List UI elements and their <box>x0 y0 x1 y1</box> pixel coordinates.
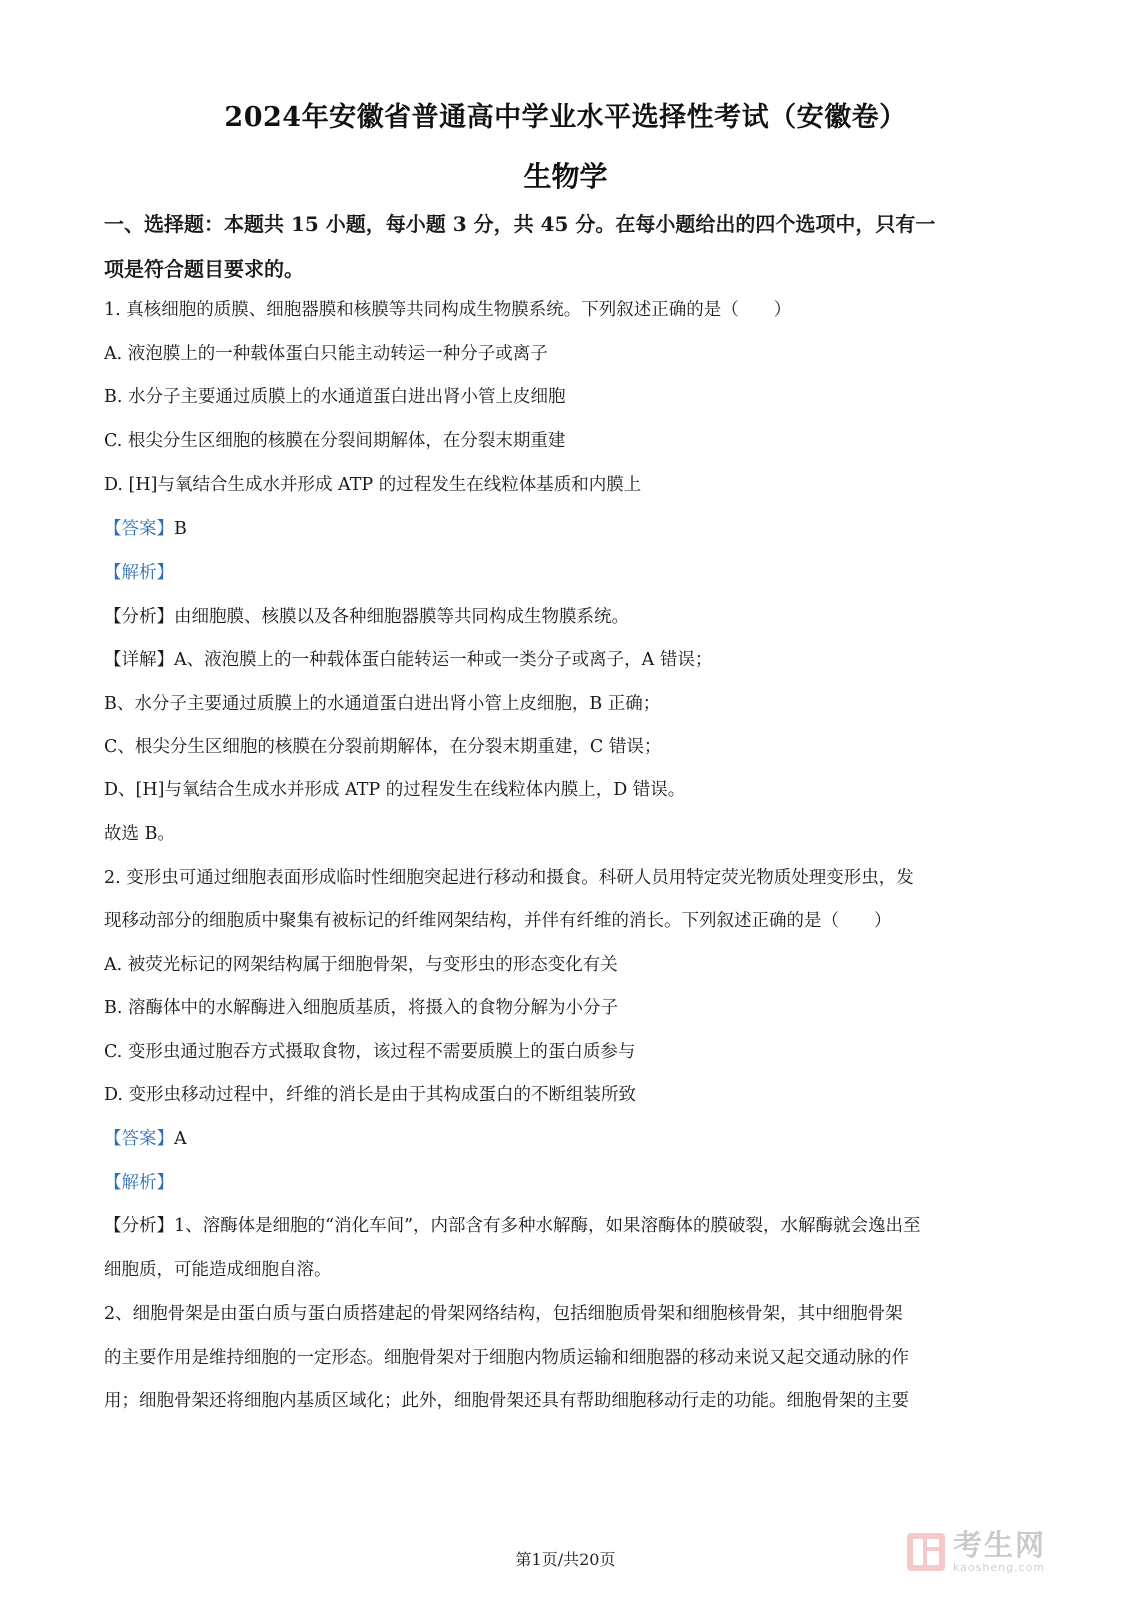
answer-tag: 【答案】 <box>104 519 174 539</box>
q1-jiexi <box>104 560 1027 586</box>
q1-conclusion: 故选 B。 <box>104 824 175 844</box>
watermark-url: kaosheng.com <box>953 1561 1046 1574</box>
q1-fenxi <box>104 604 1027 630</box>
page-number: 第1页/共20页 <box>515 1550 616 1569</box>
q2-fenxi-line1 <box>104 1213 1027 1239</box>
xiangjie-text: A、液泡膜上的一种载体蛋白能转运一种或一类分子或离子，A 错误； <box>174 650 713 670</box>
q1-option-d: D. [H]与氧结合生成水并形成 ATP 的过程发生在线粒体基质和内膜上 <box>104 475 642 495</box>
q1-option-a: A. 液泡膜上的一种载体蛋白只能主动转运一种分子或离子 <box>104 344 548 364</box>
answer-value: A <box>174 1129 187 1149</box>
kaosheng-logo-icon <box>905 1531 947 1573</box>
q2-stem-line1: 2. 变形虫可通过细胞表面形成临时性细胞突起进行移动和摄食。科研人员用特定荧光物质处理变形虫，发 <box>104 868 914 888</box>
q1-answer <box>104 516 1027 542</box>
answer-tag: 【答案】 <box>104 1129 174 1149</box>
q2-stem-line2: 现移动部分的细胞质中聚集有被标记的纤维网架结构，并伴有纤维的消长。下列叙述正确的是（ ） <box>104 911 892 931</box>
answer-value: B <box>174 519 187 539</box>
q2-option-d: D. 变形虫移动过程中，纤维的消长是由于其构成蛋白的不断组装所致 <box>104 1085 637 1105</box>
fenxi-text: 1、溶酶体是细胞的“消化车间”，内部含有多种水解酶，如果溶酶体的膜破裂，水解酶就会逸出至 <box>174 1216 921 1236</box>
subject-title: 生物学 <box>523 160 608 193</box>
exam-title: 2024年安徽省普通高中学业水平选择性考试（安徽卷） <box>224 102 907 133</box>
q2-jiexi <box>104 1170 1027 1196</box>
q2-para2-line3: 用；细胞骨架还将细胞内基质区域化；此外，细胞骨架还具有帮助细胞移动行走的功能。细胞骨架的主要 <box>104 1391 909 1411</box>
q1-option-c: C. 根尖分生区细胞的核膜在分裂间期解体，在分裂末期重建 <box>104 431 566 451</box>
fenxi-tag: 【分析】 <box>104 607 174 627</box>
q1-option-b: B. 水分子主要通过质膜上的水通道蛋白进出肾小管上皮细胞 <box>104 387 566 407</box>
q2-option-c: C. 变形虫通过胞吞方式摄取食物，该过程不需要质膜上的蛋白质参与 <box>104 1042 636 1062</box>
section-heading-line1: 一、选择题：本题共 15 小题，每小题 3 分，共 45 分。在每小题给出的四个选项中，只有一 <box>104 212 936 236</box>
q1-detail-d: D、[H]与氧结合生成水并形成 ATP 的过程发生在线粒体内膜上，D 错误。 <box>104 780 686 800</box>
q2-option-a: A. 被荧光标记的网架结构属于细胞骨架，与变形虫的形态变化有关 <box>104 955 618 975</box>
section-heading-line2: 项是符合题目要求的。 <box>104 257 304 281</box>
q1-xiangjie <box>104 647 1027 673</box>
fenxi-text: 由细胞膜、核膜以及各种细胞器膜等共同构成生物膜系统。 <box>174 607 629 627</box>
jiexi-tag: 【解析】 <box>104 1173 174 1193</box>
jiexi-tag: 【解析】 <box>104 563 174 583</box>
xiangjie-tag: 【详解】 <box>104 650 174 670</box>
q2-option-b: B. 溶酶体中的水解酶进入细胞质基质，将摄入的食物分解为小分子 <box>104 998 618 1018</box>
q2-fenxi-line2: 细胞质，可能造成细胞自溶。 <box>104 1260 332 1280</box>
watermark-name: 考生网 <box>953 1528 1047 1562</box>
q2-para2-line1: 2、细胞骨架是由蛋白质与蛋白质搭建起的骨架网络结构，包括细胞质骨架和细胞核骨架，其中细胞骨架 <box>104 1304 903 1324</box>
fenxi-tag: 【分析】 <box>104 1216 174 1236</box>
q1-detail-b: B、水分子主要通过质膜上的水通道蛋白进出肾小管上皮细胞，B 正确； <box>104 694 661 714</box>
q2-answer <box>104 1126 1027 1152</box>
watermark <box>905 1527 1105 1577</box>
q2-para2-line2: 的主要作用是维持细胞的一定形态。细胞骨架对于细胞内物质运输和细胞器的移动来说又起交通动脉的作 <box>104 1348 909 1368</box>
q1-detail-c: C、根尖分生区细胞的核膜在分裂前期解体，在分裂末期重建，C 错误； <box>104 737 662 757</box>
q1-stem: 1. 真核细胞的质膜、细胞器膜和核膜等共同构成生物膜系统。下列叙述正确的是（ ） <box>104 300 792 320</box>
